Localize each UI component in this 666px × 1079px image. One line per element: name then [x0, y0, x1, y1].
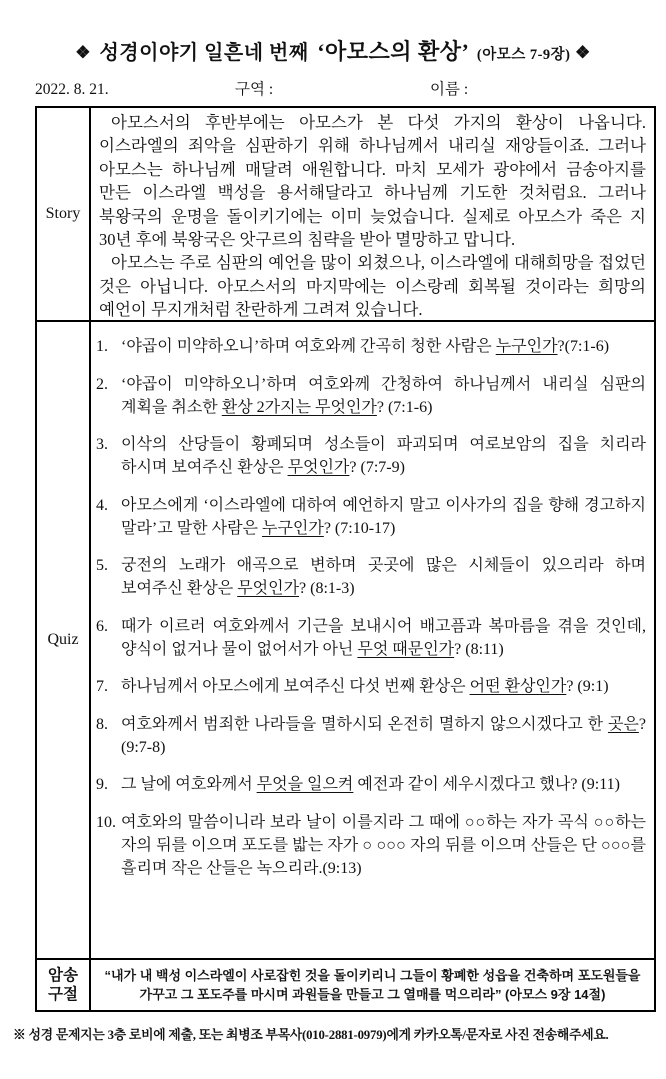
question-text-pre: 하나님께서 아모스에게 보여주신 다섯 번째 환상은 — [121, 678, 470, 695]
question-number: 7. — [96, 678, 108, 695]
quiz-question — [96, 433, 646, 479]
name-field-label: 이름 : — [430, 81, 469, 98]
question-text-post: ? (8:1-3) — [299, 580, 355, 597]
worksheet-table — [35, 106, 656, 1012]
quiz-row — [37, 322, 654, 960]
question-number: 1. — [96, 338, 108, 355]
question-text-post: ? (9:1) — [566, 678, 609, 695]
question-text-pre: ‘야곱이 미약하오니’하며 여호와께 간청하여 하나님께서 내리실 심판의 계획을 취소한 — [121, 375, 646, 416]
title-main-text: 성경이야기 일흔네 번째 — [99, 42, 309, 64]
page-title — [5, 36, 661, 68]
title-scripture-ref: (아모스 7-9장) — [476, 47, 571, 63]
question-text-post: 예전과 같이 세우시겠다고 했나? (9:11) — [353, 776, 620, 793]
question-number: 2. — [96, 375, 108, 393]
quiz-question — [96, 494, 646, 540]
district-field-label: 구역 : — [235, 81, 274, 98]
quiz-question — [96, 554, 646, 600]
question-text-pre: 때가 이르러 여호와께서 기근을 보내시어 배고픔과 복마름을 겪을 것인데, 양식이 없거나 물이 없어서가 아닌 — [121, 617, 646, 658]
question-answer-blank: 무엇인가 — [237, 580, 300, 597]
question-number: 4. — [96, 496, 108, 514]
title-highlight-text: ‘아모스의 환상’ — [317, 39, 470, 64]
question-answer-blank: 무엇인가 — [287, 459, 350, 476]
question-answer-blank: 환상 2가지는 무엇인가 — [221, 398, 377, 416]
question-text-pre: 이삭의 산당들이 황폐되며 성소들이 파괴되며 여로보암의 집을 치리라 하시며 보여주신 환상은 — [121, 436, 646, 476]
memory-verse-text: “내가 내 백성 이스라엘이 사로잡힌 것을 돌이키리니 그들이 황폐한 성읍을 건축하며 포도원들을 가꾸고 그 포도주를 마시며 과원들을 만들고 그 열매를 먹으리라” (아모스 9장 14절) — [104, 968, 641, 1002]
quiz-question — [96, 713, 646, 759]
question-text-pre: 여호와의 말씀이니라 보라 날이 이를지라 그 때에 ○○하는 자가 곡식 ○○하는 자의 뒤를 이으며 포도를 밟는 자가 ○ ○○○ 자의 뒤를 이으며 산들은 단 ○○○를 흘리며 작은 산들은 녹으리라.(9:13) — [121, 813, 646, 877]
quiz-question — [96, 773, 646, 796]
quiz-question — [96, 675, 646, 698]
question-number: 9. — [96, 776, 108, 793]
question-text — [121, 335, 646, 358]
question-text-post: ? (8:11) — [454, 640, 504, 658]
question-text-pre: 아모스에게 ‘이스라엘에 대하여 예언하지 말고 이사가의 집을 향해 경고하지 말라’고 말한 사람은 — [121, 496, 646, 537]
question-answer-blank: 무엇 때문인가 — [357, 640, 455, 658]
question-number: 5. — [96, 557, 108, 574]
question-number: 6. — [96, 617, 108, 635]
quiz-question — [96, 615, 646, 661]
quiz-question-list — [91, 322, 654, 958]
question-text — [121, 373, 646, 419]
story-paragraph: 아모스는 주로 심판의 예언을 많이 외쳤으나, 이스라엘에 대해희망을 접었던 것은 아닙니다. 아모스서의 마지막에는 이스랑레 회복될 것이라는 희망의 예언이 무지개처럼 찬란하게 그려져 있습니다. — [99, 253, 646, 320]
question-text-pre: 여호와께서 범죄한 나라들을 멸하시되 온전히 멸하지 않으시겠다고 한 — [121, 715, 608, 733]
question-answer-blank: 곳은 — [607, 715, 639, 733]
quiz-section-label: Quiz — [37, 322, 91, 958]
question-text — [121, 675, 646, 698]
question-text-post: ? (9:7-8) — [121, 715, 646, 756]
diamond-icon: ❖ — [575, 43, 591, 62]
question-text-pre: 그 날에 여호와께서 — [121, 776, 257, 793]
question-number: 10. — [96, 813, 116, 831]
memory-verse-row — [37, 960, 654, 1010]
question-text — [121, 811, 646, 880]
question-text — [121, 433, 646, 479]
quiz-question — [96, 373, 646, 419]
question-answer-blank: 무엇을 일으켜 — [256, 776, 354, 793]
question-text-post: ? (7:10-17) — [323, 519, 396, 537]
memory-label-line: 암송 — [48, 967, 78, 984]
question-number: 8. — [96, 715, 108, 733]
question-text — [121, 615, 646, 661]
question-answer-blank: 어떤 환상인가 — [469, 678, 567, 695]
question-text — [121, 713, 646, 759]
header-meta-row — [35, 80, 651, 100]
diamond-icon: ❖ — [75, 43, 91, 62]
quiz-question — [96, 335, 646, 358]
date-text: 2022. 8. 21. — [35, 81, 109, 98]
question-text — [121, 494, 646, 540]
memory-label-line: 구절 — [48, 986, 78, 1003]
question-number: 3. — [96, 436, 108, 453]
story-text-block — [91, 108, 654, 320]
question-text-post: ? (7:7-9) — [349, 459, 405, 476]
quiz-question — [96, 811, 646, 880]
question-text-pre: ‘야곱이 미약하오니’하며 여호와께 간곡히 청한 사람은 — [121, 338, 496, 355]
story-section-label: Story — [37, 108, 91, 320]
question-text — [121, 773, 646, 796]
story-row — [37, 108, 654, 322]
question-text-post: ?(7:1-6) — [557, 338, 610, 355]
question-text — [121, 554, 646, 600]
question-answer-blank: 누구인가 — [261, 519, 324, 537]
memory-verse-section-label — [37, 960, 91, 1010]
question-text-pre: 궁전의 노래가 애곡으로 변하며 곳곳에 많은 시체들이 있으리라 하며 보여주신 환상은 — [121, 557, 646, 597]
question-answer-blank: 누구인가 — [495, 338, 558, 355]
footer-note: ※ 성경 문제지는 3층 로비에 제출, 또는 최병조 부목사(010-2881-0979)에게 카카오톡/문자로 사진 전송해주세요. — [13, 1028, 609, 1042]
question-text-post: ? (7:1-6) — [376, 398, 433, 416]
story-paragraph: 아모스서의 후반부에는 아모스가 본 다섯 가지의 환상이 나옵니다. 이스라엘의 죄악을 심판하기 위해 하나님께서 내리실 재앙들이죠. 그러나 아모스는 하나님께 매달려 애원합니다. 마치 모세가 광야에서 금송아지를 만든 이스라엘 백성을 용서해달라고 하나님께 기도한 것처럼요. 그러나 북왕국의 운명을 돌이키기에는 이미 늦었습니다. 실제로 아모스가 죽은 지 30년 후에 북왕국은 앗구르의 침략을 받아 멸망하고 맙니다. — [99, 113, 646, 250]
